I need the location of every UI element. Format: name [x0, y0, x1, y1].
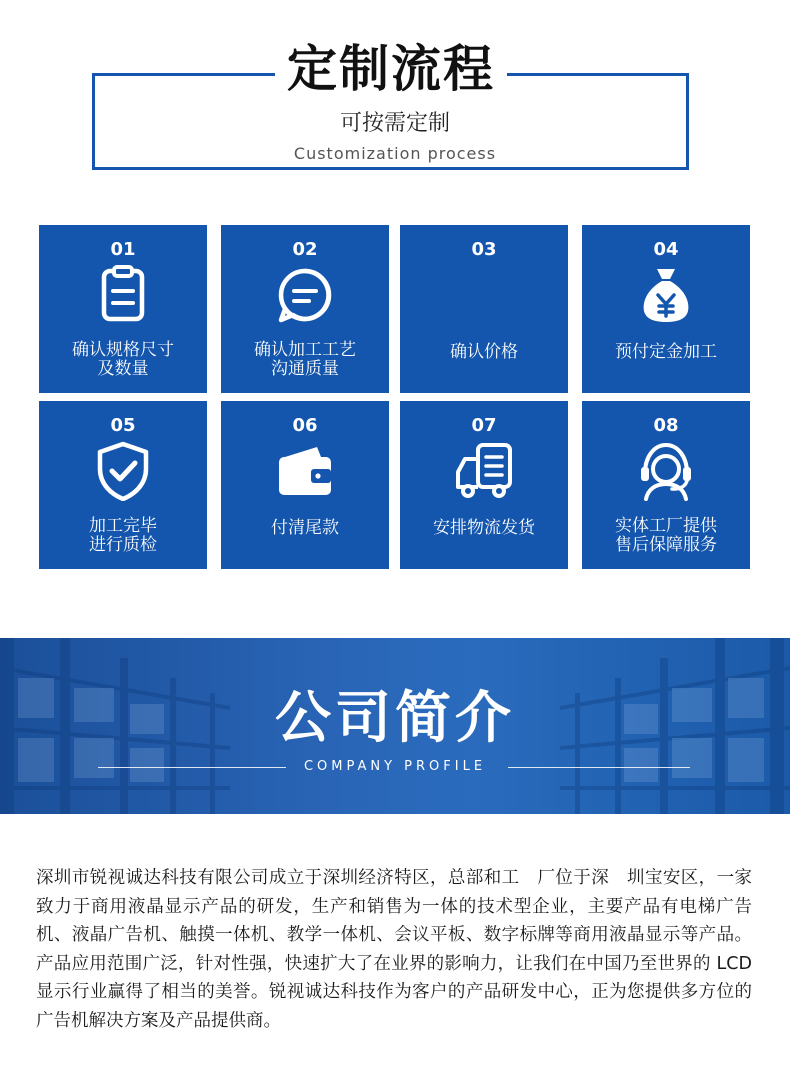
money-bag-yen-icon — [636, 265, 696, 325]
process-title: 定制流程 — [287, 40, 495, 98]
company-banner — [0, 638, 790, 814]
process-subtitle: 可按需定制 — [339, 111, 450, 136]
step-label: 预付定金加工 — [615, 342, 717, 362]
chat-bubble-icon — [275, 265, 335, 325]
step-number: 07 — [471, 415, 497, 436]
step-number: 08 — [653, 415, 679, 436]
step-card-03 — [400, 225, 568, 393]
customer-service-icon — [636, 441, 696, 501]
company-title-en: COMPANY PROFILE — [303, 759, 487, 774]
wallet-icon — [275, 441, 335, 501]
step-card-02 — [221, 225, 389, 393]
step-card-07 — [400, 401, 568, 569]
step-number: 01 — [110, 239, 136, 260]
step-label: 付清尾款 — [271, 518, 339, 538]
step-number: 02 — [292, 239, 318, 260]
step-card-08 — [582, 401, 750, 569]
step-label: 确认加工工艺 沟通质量 — [254, 340, 356, 379]
step-number: 03 — [471, 239, 497, 260]
step-card-05 — [39, 401, 207, 569]
delivery-truck-icon — [454, 441, 514, 501]
process-title-wrap — [275, 38, 507, 100]
process-subtitle-en: Customization process — [293, 144, 497, 163]
step-label: 确认价格 — [450, 342, 518, 362]
step-label: 确认规格尺寸 及数量 — [72, 340, 174, 379]
step-label: 加工完毕 进行质检 — [89, 516, 157, 555]
step-card-06 — [221, 401, 389, 569]
step-number: 04 — [653, 239, 679, 260]
step-label: 实体工厂提供 售后保障服务 — [615, 516, 717, 555]
step-card-01 — [39, 225, 207, 393]
step-number: 06 — [292, 415, 318, 436]
step-card-04 — [582, 225, 750, 393]
company-intro-text: 深圳市锐视诚达科技有限公司成立于深圳经济特区，总部和工 厂位于深 圳宝安区，一家致力于商用液晶显示产品的研发，生产和销售为一体的技术型企业，主要产品有电梯广告机、液晶广告机、触摸一体机、教学一体机、会议平板、数字标牌等商用液晶显示等产品。产品应用范围广泛，针对性强，快速扩大了在业界的影响力，让我们在中国乃至世界的 LCD 显示行业赢得了相当的美誉。锐视诚达科技作为客户的产品研发中心，正为您提供多方位的广告机解决方案及产品提供商。 — [36, 868, 752, 1031]
step-number: 05 — [110, 415, 136, 436]
company-title: 公司简介 — [275, 686, 515, 751]
shield-check-icon — [93, 441, 153, 501]
clipboard-icon — [93, 265, 153, 325]
step-label: 安排物流发货 — [433, 518, 535, 538]
